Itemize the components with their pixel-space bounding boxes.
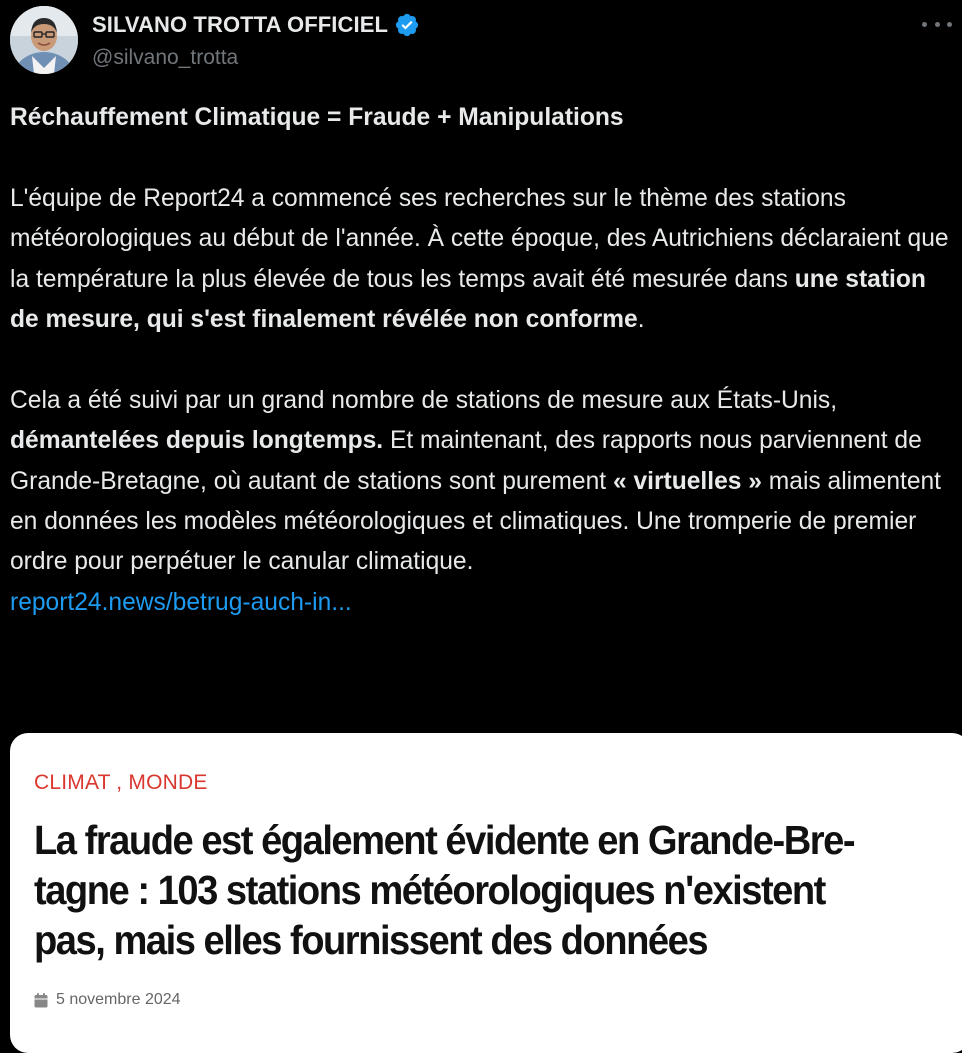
tweet-header <box>10 6 952 76</box>
tweet-title: Réchauffement Climatique = Fraude + Manipulations <box>10 104 624 131</box>
article-headline[interactable]: La fraude est également évidente en Grande-Bre-tagne : 103 stations météorologiques n'existent pas, mais elles fournissent des données <box>34 817 855 963</box>
article-category[interactable]: CLIMAT , MONDE <box>34 771 208 794</box>
article-date: 5 novembre 2024 <box>56 991 181 1008</box>
verified-badge-icon <box>394 12 420 38</box>
user-avatar[interactable] <box>10 6 78 74</box>
article-link[interactable]: report24.news/betrug-auch-in... <box>10 588 352 616</box>
tweet-paragraph-2: Cela a été suivi par un grand nombre de stations de mesure aux États-Unis, démantelées depuis longtemps. Et maintenant, des rapports nous parviennent de Grande-Bretagne, où autant de stations sont purement « virtuelles » mais alimentent en données les modèles météorologiques et climatiques. Une tromperie de premier ordre pour perpétuer le canular climatique. <box>10 386 942 576</box>
tweet-paragraph-1: L'équipe de Report24 a commencé ses recherches sur le thème des stations météorologiques au début de l'année. À cette époque, des Autrichiens déclaraient que la température la plus élevée de tous les temps avait été mesurée dans une station de mesure, qui s'est finalement révélée non conforme. <box>10 184 949 334</box>
user-handle[interactable]: @silvano_trotta <box>92 46 239 69</box>
bold-phrase: démantelées depuis longtemps. <box>10 427 384 455</box>
calendar-icon <box>34 993 48 1008</box>
more-options-icon[interactable] <box>922 14 952 34</box>
display-name[interactable]: SILVANO TROTTA OFFICIEL <box>92 12 389 37</box>
author-info <box>92 10 420 70</box>
bold-phrase: une station de mesure, qui s'est finalement révélée non conforme <box>10 265 926 334</box>
tweet-text <box>10 98 955 623</box>
display-name-row <box>92 10 420 40</box>
link-preview-card[interactable] <box>10 733 962 1053</box>
bold-phrase: « virtuelles » <box>612 467 762 495</box>
article-date-row <box>34 991 181 1009</box>
